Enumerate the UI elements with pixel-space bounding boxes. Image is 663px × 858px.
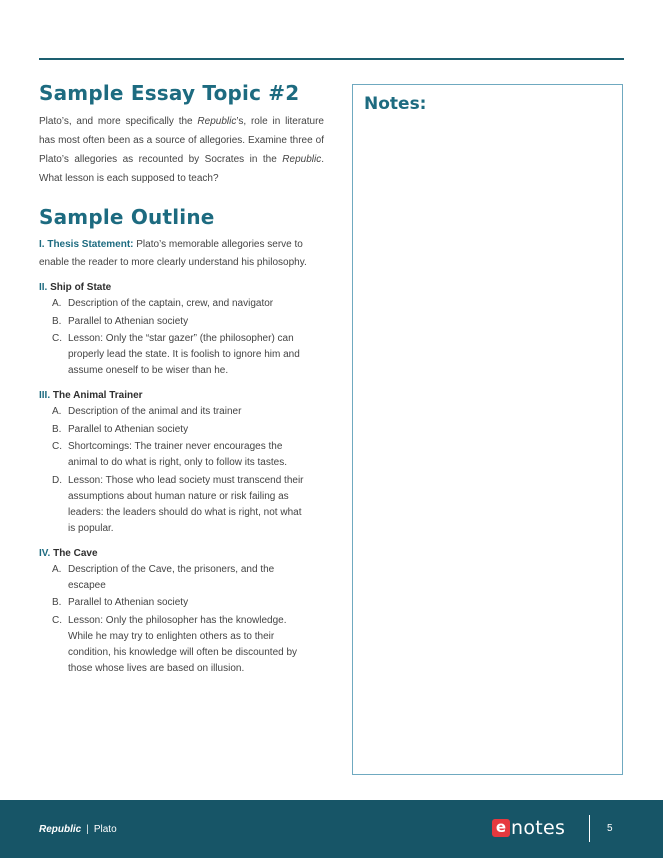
footer-book-info: Republic | Plato — [39, 824, 117, 835]
list-item: D. Lesson: Those who lead society must transcend their assumptions about human nature or risk failing as leaders: the leaders should do what is right, not what is popular. — [52, 474, 304, 534]
page-footer — [0, 800, 663, 858]
outline-section-cave: IV. The Cave A. Description of the Cave, the prisoners, and the escapee B. Parallel to Athenian society C. Lesson: Only the philosopher has the knowledge. While he may try to enlighten others as to their condition, his knowledge will often be discounted by those whose lives are based on illusion. — [39, 547, 324, 677]
list-item: B. Parallel to Athenian society — [52, 597, 189, 608]
enotes-logo: e notes — [492, 817, 565, 839]
outline-section-animal-trainer: III. The Animal Trainer A. Description of the animal and its trainer B. Parallel to Athenian society C. Shortcomings: The trainer never encourages the animal to do what is right, only to follow its tastes. D. Lesson: Those who lead society must transcend their assumptions about human nature or risk failing as leaders: the leaders should do what is right, not what is popular. — [39, 389, 324, 537]
outline-heading: Sample Outline — [39, 205, 215, 229]
essay-topic-text: Plato’s, and more specifically the Republic’s, role in literature has most often been as a source of allegories. Examine three of Plato’s allegories as recounted by Socrates in the Republic. What lesson is each supposed to teach? — [39, 116, 324, 184]
list-item: C. Shortcomings: The trainer never encourages the animal to do what is right, only to follow its tastes. — [52, 441, 287, 468]
top-rule — [39, 58, 624, 60]
outline-section-ship-of-state: II. Ship of State A. Description of the captain, crew, and navigator B. Parallel to Athenian society C. Lesson: Only the “star gazer” (the philosopher) can properly lead the state. It is foolish to ignore him and assume oneself to be wiser than he. — [39, 281, 324, 379]
list-item: B. Parallel to Athenian society — [52, 315, 189, 327]
footer-divider — [589, 815, 590, 842]
list-item: B. Parallel to Athenian society — [52, 423, 189, 435]
footer-book-title: Republic — [39, 824, 82, 835]
list-item: C. Lesson: Only the “star gazer” (the philosopher) can properly lead the state. It is foolish to ignore him and assume oneself to be wiser than he. — [52, 333, 300, 376]
list-item: A. Description of the Cave, the prisoners, and the escapee — [52, 563, 275, 591]
list-item: A. Description of the captain, crew, and navigator — [52, 298, 274, 309]
footer-author: Plato — [93, 824, 117, 835]
thesis-statement: I. Thesis Statement: Plato’s memorable allegories serve to enable the reader to more clearly understand his philosophy. — [39, 239, 307, 268]
notes-box[interactable] — [352, 84, 623, 775]
enotes-logo-icon: e — [492, 819, 510, 837]
list-item: C. Lesson: Only the philosopher has the knowledge. While he may try to enlighten others as to their condition, his knowledge will often be discounted by those whose lives are based on illusion. — [52, 614, 298, 674]
left-column — [39, 80, 324, 678]
notes-title: Notes: — [364, 94, 427, 114]
essay-topic-heading: Sample Essay Topic #2 — [39, 81, 300, 105]
list-item: A. Description of the animal and its trainer — [52, 406, 242, 417]
page-number: 5 — [607, 823, 613, 834]
